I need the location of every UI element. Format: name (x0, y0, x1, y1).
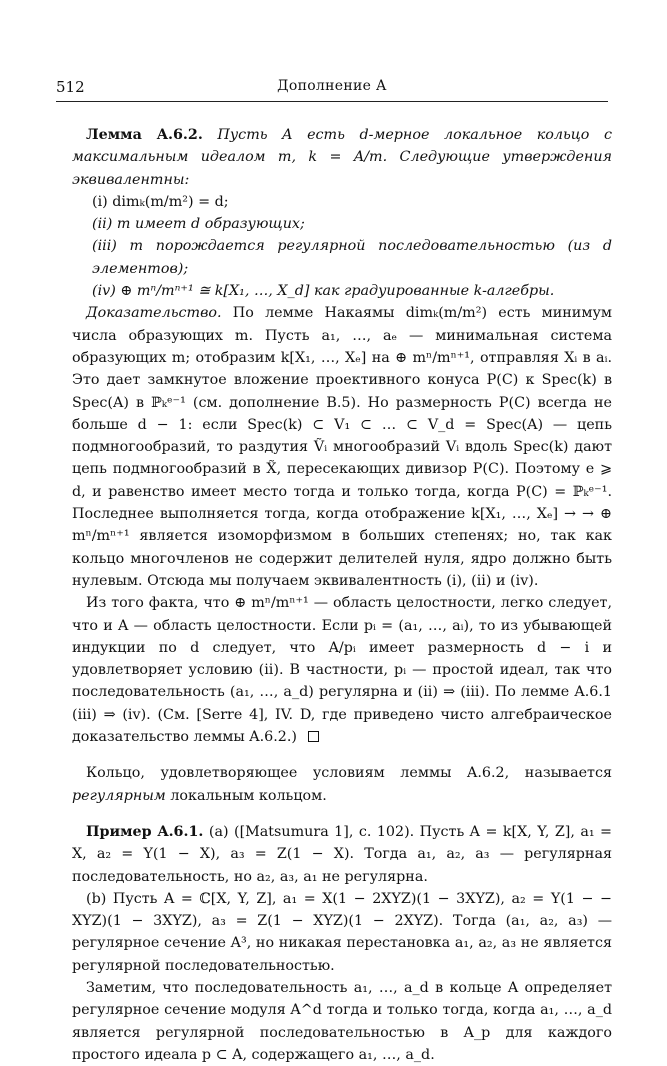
proof-label: Доказательство. (86, 305, 222, 322)
proof-paragraph-2 (72, 592, 612, 748)
running-head: Дополнение А (277, 78, 387, 94)
lemma-item-2: (ii) m имеет d образующих; (92, 216, 305, 233)
lemma-item-3: (iii) m порождается регулярной последовательностью (из d элементов); (92, 238, 612, 277)
spacer (72, 748, 612, 762)
page-header (56, 78, 608, 100)
header-rule (56, 101, 608, 102)
example-title: Пример A.6.1. (86, 823, 204, 840)
example-part-a (72, 821, 612, 888)
lemma-title: Лемма A.6.2. (86, 127, 203, 143)
spacer (72, 807, 612, 821)
page-body (72, 124, 612, 1066)
lemma-text: Пусть A есть d-мерное локальное кольцо с максимальным идеалом m, k = A/m. Следующие утверждения эквивалентны: (72, 127, 612, 188)
qed-box-icon (308, 731, 319, 742)
lemma-item-4: (iv) ⊕ mⁿ/mⁿ⁺¹ ≅ k[X₁, …, X_d] как градуированные k-алгебры. (92, 283, 555, 300)
definition-paragraph (72, 762, 612, 807)
proof-text-1: По лемме Накаямы dimₖ(m/m²) есть минимум числа образующих m. Пусть a₁, …, aₑ — минимальная система образующих m; отобразим k[X₁, …, Xₑ] на ⊕ mⁿ/mⁿ⁺¹, отправляя Xᵢ в aᵢ. Это дает замкнутое вложение проективного конуса P(C) к Spec(k) в Spec(A) в ℙₖᵉ⁻¹ (см. дополнение B.5). Но размерность P(C) всегда не больше d − 1: если Spec(k) ⊂ V₁ ⊂ … ⊂ V_d = Spec(A) — цепь подмногообразий, то раздутия Ṽᵢ многообразий Vᵢ вдоль Spec(k) дают цепь подмногообразий в X̃, пересекающих дивизор P(C). Поэтому e ⩾ d, и равенство имеет место тогда и только тогда, когда P(C) = ℙₖᵉ⁻¹. Последнее выполняется тогда, когда отображение k[X₁, …, Xₑ] → → ⊕ mⁿ/mⁿ⁺¹ является изоморфизмом в больших степенях; но, так как кольцо многочленов не содержит делителей нуля, ядро должно быть нулевым. Отсюда мы получаем эквивалентность (i), (ii) и (iv). (72, 305, 612, 589)
closing-paragraph: Заметим, что последовательность a₁, …, a_d в кольце A определяет регулярное сечение модуля A^d тогда и только тогда, когда a₁, …, a_d является регулярной последовательностью в A_p для каждого простого идеала p ⊂ A, содержащего a₁, …, a_d. (72, 979, 612, 1063)
lemma-item-1: (i) dimₖ(m/m²) = d; (92, 193, 229, 210)
definition-post: локальным кольцом. (165, 787, 327, 804)
example-text-a: (a) ([Matsumura 1], с. 102). Пусть A = k[X, Y, Z], a₁ = X, a₂ = Y(1 − X), a₃ = Z(1 − X). Тогда a₁, a₂, a₃ — регулярная последовательность, но a₂, a₃, a₁ не регулярна. (72, 823, 613, 885)
definition-pre: Кольцо, удовлетворяющее условиям леммы A.6.2, называется (86, 765, 612, 782)
definition-term: регулярным (72, 787, 166, 804)
lemma-statement (72, 124, 612, 191)
example-part-b: (b) Пусть A = ℂ[X, Y, Z], a₁ = X(1 − 2XYZ)(1 − 3XYZ), a₂ = Y(1 − − XYZ)(1 − 3XYZ), a₃ = Z(1 − XYZ)(1 − 2XYZ). Тогда (a₁, a₂, a₃) — регулярное сечение A³, но никакая перестановка a₁, a₂, a₃ не является регулярной последовательностью. (72, 890, 612, 974)
proof-text-2: Из того факта, что ⊕ mⁿ/mⁿ⁺¹ — область целостности, легко следует, что и A — область целостности. Если pᵢ = (a₁, …, aᵢ), то из убывающей индукции по d следует, что A/pᵢ имеет размерность d − i и удовлетворяет условию (ii). В частности, pᵢ — простой идеал, так что последовательность (a₁, …, a_d) регулярна и (ii) ⇒ (iii). По лемме A.6.1 (iii) ⇒ (iv). (См. [Serre 4], IV. D, где приведено чисто алгебраическое доказательство леммы A.6.2.) (72, 595, 612, 746)
proof-paragraph-1 (72, 302, 612, 592)
page-number: 512 (56, 78, 85, 96)
